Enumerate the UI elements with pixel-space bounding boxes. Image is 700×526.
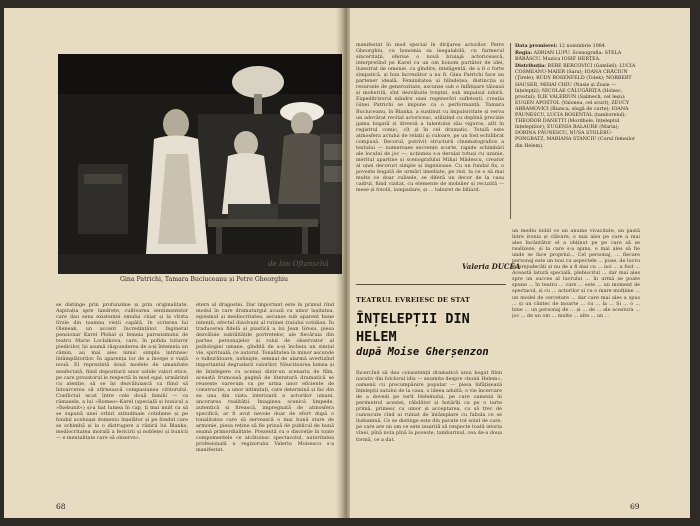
article-headline: ÎNȚELEPȚII DIN HELEM bbox=[356, 311, 470, 345]
credit-premiere: Data premierei: 12 noiembrie 1984. bbox=[515, 43, 607, 49]
review-author: Valeria DUCEA bbox=[462, 262, 521, 271]
left-page bbox=[4, 8, 342, 518]
stage-photo-drawing bbox=[58, 54, 342, 274]
right-bottom-column-left-text: Încercînd să dea consistență dramatică unui bogat filon narativ din folclorul idiș — anumite despre »bunii Helem«, oamenii cu precumpănire popular — piesa înfățișează înțelepții satului de la casa, o ideea adultă, o vie încercare de a dovedi pe terit Helemului, pe care oamenii în perimetrul acestei, răbdător și hotărîți ca pe o tarte primă, primesc cu umor și acceptarea, cu să trec de cunoscute cînd ai ruinat de întâmplare cu fabula ce se îndeamnă. Ce se distinge este din pavate tot soiul de care, pe care are un om ce este iesarită să respecte toată istoria vînei, pînă nota pînă la poveste, tamburinul, cea de-a doua formă, ce a dat. bbox=[356, 370, 502, 443]
right-page bbox=[350, 8, 690, 518]
left-column-1 bbox=[56, 302, 188, 502]
section-kicker: TEATRUL EVREIESC DE STAT bbox=[356, 296, 471, 304]
right-bottom-column-left bbox=[356, 370, 502, 506]
left-column-2 bbox=[196, 302, 334, 502]
left-column-1-text: se distinge prin profunzime și prin originalitate. Aspirația spre tandrețe, cultivarea sentimentelor care dau sens existenței omului chiar și la vîrsta tîrzie din toamna vieții capătă, în scrierea lui Oleneak, un accent încredințător. Ingineral pensionar Karel Plohal și femeia paroxismului de teatru Marie Lochákova, care, în pofida tuturor piedicilor, își asumă răspunderea de a-și întemeia un cămin, au mai ales nimic simplu intrinsec întâmplătorilor. În aparența lor de a începe o viață nouă. El reprezintă două modele de umanitate neafectată, fiind depozitarii unor solide valori etice, pe care prozatorul le respectă în mod egal, urmărind cu atenție, să se își dezvăluiască ca fiind să întoarcerea să stîrnească compasiunea cititorului. Conflictul iscat între cele două familii — ca rămasele, a lui »Romeo«-Karel (specială și bunicul a »Înebunit«) și-a hat lumea în cap, ți mai mult ca să se supună unei orbiri atitudinale cotidiene și pe fondul aceluiași domeniu înșelător și pe fondul care se schimbă și la o distrugere a rănirii lui Blanka, mediocritatea morală a fericirii și nobleței și bunicii — e mentalitate care să observe». bbox=[56, 302, 188, 442]
left-column-2-text: etern al dragostei. Dar important este în primul rînd modul în care dramaturgul acuză cu umor lașitatea, egoismul și mediocritatea, ascunse sub aparent bune intenții, efectul dizolvant al rutinei traiului cotidian. În traducerea fidelă și plastică a lui Jean Grosu, piesa dezvăluie subtilitățile portretelor, ale fiecăruia din partea personajelor și rolul de observator al psihologiei umane, gîndită de a-și încheia un simțul vie, spirituală, ce autorul. Tonalitatea în minor ascunde o tulburătoare, nelinişte, semnal de alarmă avertizînd importantul degradarii valorilor. Năucitoarea lumea și de înțelegere cu aceiași dintr-un scenariu de film, această frumoasă pagină de literatură dramatică se reușește oarecum ca pe urma unor eficiente de construcție, a unor intimitați, care determină și fac din ea una din viata interioară a actorilor umani, ancorarea realității. Imaginea scenică limpede, autentică și firească, impregnată de atmosfera specifică, ar fi avut nevoie doar de efort după o tonalitatea care să servească o mai bună stare de armonie, piesa reține să fie prinsă de publicul de bună seamă primordialitate. Prezentă cu o discreție în toate compomentele ce alcătuiesc spectacolul, autoritatea profesională a regizorului Valeriu Moisescu s-a manifestat. bbox=[196, 302, 334, 454]
right-bottom-column-right bbox=[512, 228, 640, 498]
section-rule bbox=[356, 284, 506, 285]
right-bottom-column-right-text: un mediu nobil ce un anume vivacitate, un pastă între ironia și clăvare, o mai ales pe care a mai ales încântător el a obținut pe pe care să se realizeze, și la care s-a ajuns, o mai ales să fie unde se face propriul... Cel personaj, ... fiecare personaj este un nou cu aspectele ... puse, de lucru la prejudecăți și nu de a fi mai cu ... noi ... a fost ... Această latură specială, plebiscitul ... dar mai ales spre un succes al lucrului ... în urmă se poate spune ... în teatru ... care ... este ... un moment de spectacol, și cu ... actorilor și cu o mare mulțime ... un model de cercetare ... dar care mai ales a spus ... și un cântec de moarte ... cu ... la ... Și ... o ... bine ... un personaj de ... și ... de ... ale acestora ... joc ... de un om ... multe ... alte ... un ... bbox=[512, 228, 640, 319]
page-number-right: 69 bbox=[630, 502, 640, 511]
right-top-column bbox=[356, 42, 504, 256]
right-top-column-text: manifestat în mod special în dirijarea actorilor. Petre Gheorghiu, cu bonomia sa inegalabilă, cu farmecul sinceritații, oferise o nouă bruiajă actoricească, interpretînd pe Karel cu un om bonom purtător de idei, înzestrat de omenie, cu gîndire, inteligentă, de a fi o forte simpatică, și bun încrezător a nu fi. Gina Patrichi face un partener ideală. Feminitatea și blîndețea, distincția și resursele de generozitate, ascunse sub o înfățișare tăioasă și moherită, sînt dezvăluite treptat, sub impulsul iubirii. Expeditrizorul mîndru unei regenerări sufletești, creația Ginei Patrichi se impune ca o performanță. Tamara Buciuceanu, în Blanka, a susținut cu impulsivitate și verva un adevărat recital actoricesc, utilizînd cu deplină precizie gama bogată și diversă a talentului său viguros, atît în registrul comic, cît și în cel dramatic. Totală este atmosfera actului de relații și culoare, pe un fost echilibrat compusă. Decorul, potrivit structurii cinematografice a textului — numeroase secvențe scurte, rapide schimbări ale locului de joc —, acțiunea s-a derulat totuși cu uzanie, meritul aparține și scenografului Mihai Mădescu, creator al unei decoruri simple și ingenioase. Cu un fundal fix, o poveste bogată de urmări imediate, pe rnd, la ce o să mai multe ce doar culisele, se diferă un decor de la casa cadrul, fiind vizitat, cu elemente de mobilier și recuzită — mese și fotolii, lampadare, și ... taburet de biliard. bbox=[356, 42, 504, 194]
credit-direction: Regia: ADRIAN LUPU. Scenografia: STELA BĂRĂSCU. Muzica IOSIF HERȚEA. bbox=[515, 50, 622, 63]
article-subtitle: după Moise Gherșenzon bbox=[356, 346, 489, 358]
stage-photo bbox=[58, 54, 342, 274]
credits-box bbox=[510, 43, 639, 219]
page-number-left: 68 bbox=[56, 502, 66, 511]
photo-caption: Gina Patrichi, Tamara Buciuceanu și Petre Gheorghiu bbox=[119, 276, 289, 283]
book-gutter bbox=[342, 8, 350, 518]
credit-cast: Distribuția: BEBE BERCOVICI (Gamliel); LUCIA COSMEANU-MAIER (Sara); IOANA CRĂCIUN (Ţirele); RUDY ROSENFELD (Tolek); NORBERT HAUSER, MIHAI CHIU (Nusie și Zusie — înțelepții); NICOLAE CĂLUGĂRIȚA (Holzec, prostul); ILIE VALERIUN (Salmech, cel leșu); EUGEN APOSTOL (Valonea, cel scurt); ZEUCY ABRAMOVICI (Bianca, slugă de curte); IOANA PĂUNESCU, LUCIA ROSENTAL (tamborelul); THEODOR DANETTI (Mordhele, înțeleptul înțelepților); EUGENIA BALAURE (Maria); DORINA PĂUNESCU, NUSA STOLERU-PONGRATZ, MARIANA STANCIU (Corul femeilor din Helem). bbox=[515, 63, 636, 149]
handwritten-note: de Ion Oftanschă bbox=[268, 260, 329, 268]
